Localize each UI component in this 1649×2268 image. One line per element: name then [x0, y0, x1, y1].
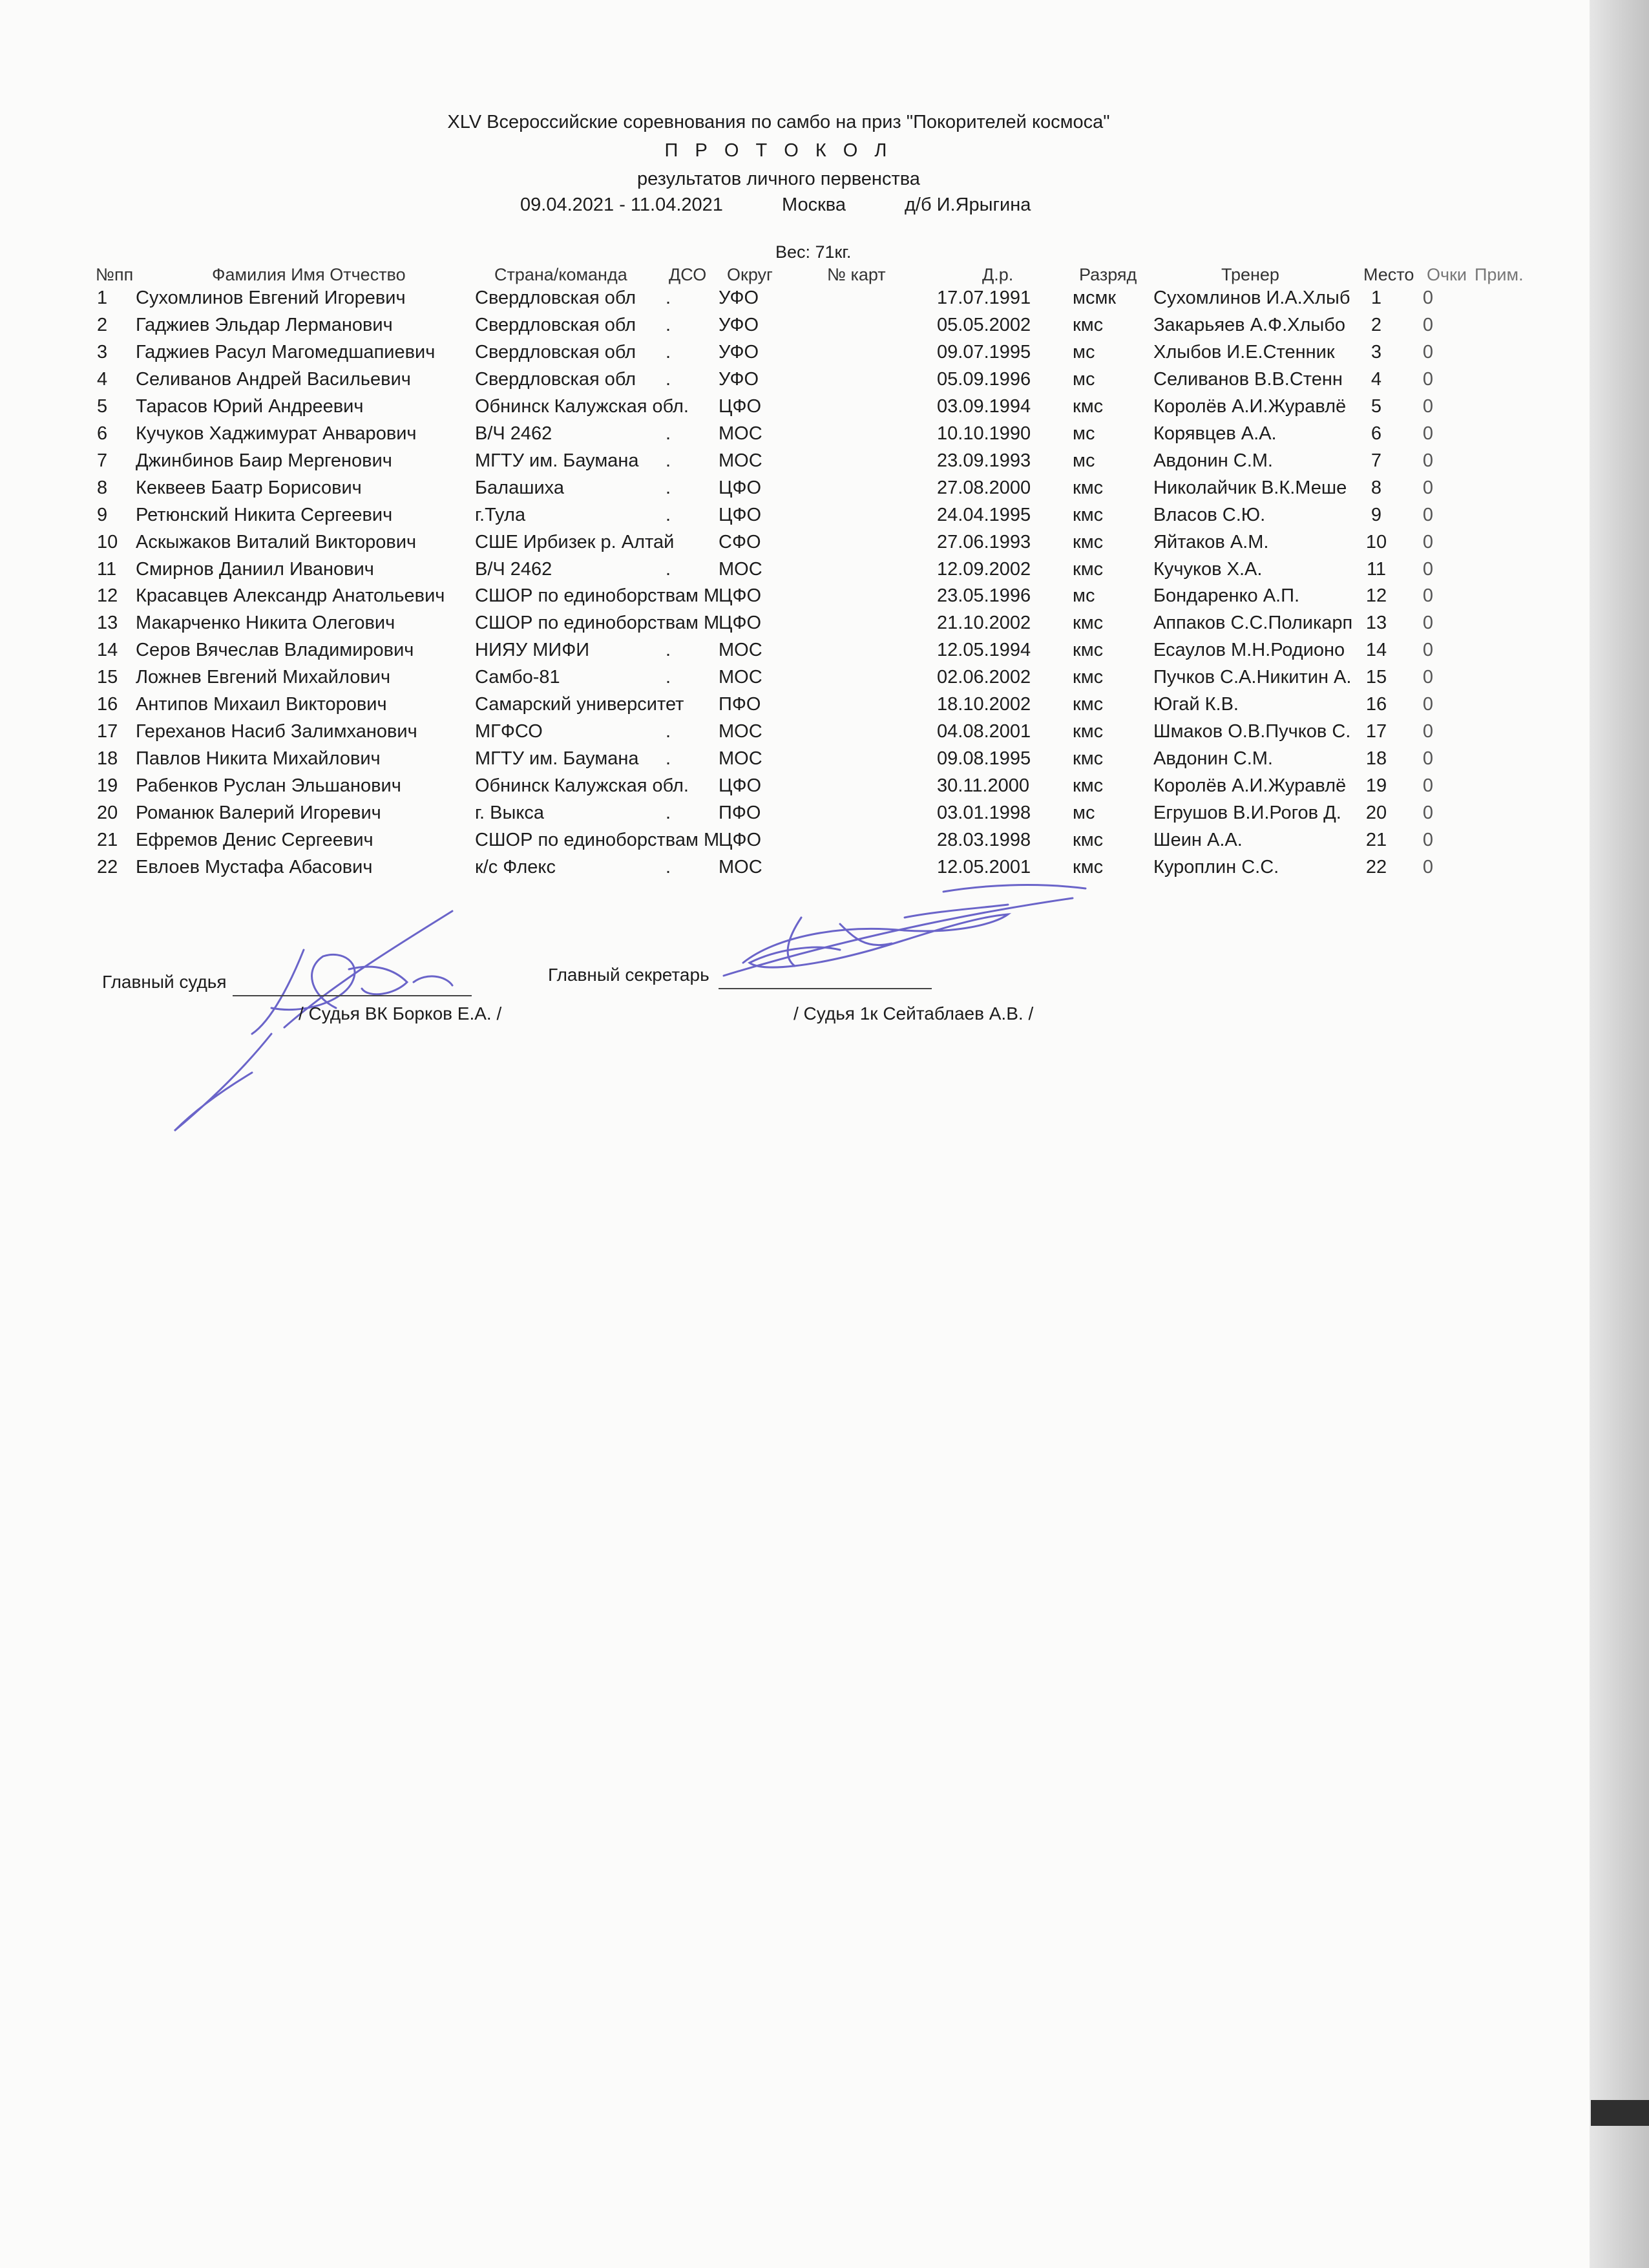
athlete-name: Евлоев Мустафа Абасович — [136, 856, 373, 877]
chief-secretary-signature-line — [719, 988, 932, 989]
athlete-place: 18 — [1365, 748, 1387, 770]
athlete-coach: Аппаков С.С.Поликарп — [1153, 613, 1353, 634]
athlete-name: Смирнов Даниил Иванович — [136, 558, 374, 580]
athlete-rank: кмс — [1073, 856, 1104, 877]
athlete-rank: кмс — [1073, 748, 1104, 770]
athlete-dob: 09.07.1995 — [937, 341, 1031, 362]
athlete-rank: кмс — [1073, 504, 1104, 525]
chief-judge-label: Главный судья — [102, 972, 227, 992]
athlete-points: 0 — [1422, 721, 1434, 742]
athlete-coach: Кучуков Х.А. — [1153, 558, 1263, 580]
athlete-points: 0 — [1422, 830, 1434, 850]
athlete-points: 0 — [1422, 504, 1434, 525]
athlete-team: Самбо-81 — [475, 667, 560, 688]
athlete-coach: Бондаренко А.П. — [1153, 585, 1299, 607]
athlete-okrug: ПФО — [719, 803, 761, 824]
athlete-points: 0 — [1422, 314, 1434, 335]
athlete-name: Серов Вячеслав Владимирович — [136, 640, 414, 661]
chief-judge-signature-line — [233, 995, 472, 996]
athlete-place: 17 — [1365, 721, 1387, 742]
athlete-rank: мс — [1073, 585, 1095, 607]
athlete-points: 0 — [1422, 395, 1434, 417]
athlete-name: Джинбинов Баир Мергенович — [136, 450, 392, 471]
athlete-coach: Закарьяев А.Ф.Хлыбо — [1153, 314, 1345, 335]
row-number: 13 — [97, 613, 118, 634]
athlete-dso: . — [666, 856, 671, 877]
athlete-team: МГТУ им. Баумана — [475, 450, 639, 471]
athlete-dso: . — [666, 504, 671, 525]
athlete-name: Тарасов Юрий Андреевич — [136, 395, 364, 417]
athlete-team: МГФСО — [475, 721, 543, 742]
athlete-name: Антипов Михаил Викторович — [136, 694, 387, 715]
athlete-team: В/Ч 2462 — [475, 423, 552, 444]
athlete-coach: Власов С.Ю. — [1153, 504, 1266, 525]
athlete-name: Рабенков Руслан Эльшанович — [136, 775, 401, 797]
row-number: 18 — [97, 748, 118, 770]
athlete-rank: мс — [1073, 368, 1095, 390]
athlete-dso: . — [666, 341, 671, 362]
row-number: 5 — [97, 395, 108, 417]
athlete-okrug: МОС — [719, 423, 762, 444]
athlete-rank: кмс — [1073, 775, 1104, 797]
column-header-okrug: Округ — [727, 265, 773, 284]
athlete-okrug: ЦФО — [719, 504, 762, 525]
athlete-points: 0 — [1422, 856, 1434, 877]
athlete-okrug: УФО — [719, 341, 759, 362]
athlete-team: г.Тула — [475, 504, 526, 525]
athlete-dob: 24.04.1995 — [937, 504, 1031, 525]
athlete-points: 0 — [1422, 667, 1434, 688]
column-header-number: №пп — [96, 265, 134, 284]
athlete-name: Макарченко Никита Олегович — [136, 613, 395, 634]
athlete-coach: Есаулов М.Н.Родионо — [1153, 640, 1345, 661]
row-number: 11 — [97, 558, 117, 580]
athlete-dob: 12.05.2001 — [937, 856, 1031, 877]
athlete-okrug: СФО — [719, 531, 761, 552]
athlete-name: Кеквеев Баатр Борисович — [136, 477, 362, 498]
athlete-team: к/с Флекс — [475, 856, 556, 877]
athlete-team: НИЯУ МИФИ — [475, 640, 590, 661]
athlete-place: 1 — [1371, 288, 1382, 308]
athlete-points: 0 — [1422, 450, 1434, 471]
athlete-points: 0 — [1422, 531, 1434, 552]
athlete-coach: Шмаков О.В.Пучков С. — [1153, 721, 1351, 742]
athlete-okrug: ЦФО — [719, 395, 762, 417]
athlete-place: 2 — [1371, 314, 1382, 335]
row-number: 21 — [97, 830, 118, 850]
athlete-rank: кмс — [1073, 558, 1104, 580]
athlete-rank: кмс — [1073, 531, 1104, 552]
athlete-dob: 12.09.2002 — [937, 558, 1031, 580]
event-city: Москва — [782, 194, 846, 215]
athlete-rank: кмс — [1073, 395, 1104, 417]
athlete-team: Самарский университет — [475, 694, 684, 715]
athlete-okrug: УФО — [719, 314, 759, 335]
athlete-dso: . — [666, 803, 671, 824]
athlete-points: 0 — [1422, 775, 1434, 797]
athlete-coach: Авдонин С.М. — [1153, 450, 1273, 471]
athlete-name: Гаджиев Эльдар Лерманович — [136, 314, 393, 335]
athlete-points: 0 — [1422, 613, 1434, 634]
column-header-points: Очки — [1427, 265, 1467, 284]
athlete-coach: Сухомлинов И.А.Хлыб — [1153, 288, 1350, 308]
athlete-dso: . — [666, 477, 671, 498]
athlete-dob: 05.09.1996 — [937, 368, 1031, 390]
athlete-okrug: МОС — [719, 748, 762, 770]
athlete-rank: мс — [1073, 450, 1095, 471]
athlete-place: 14 — [1365, 640, 1387, 661]
column-header-dso: ДСО — [669, 265, 707, 284]
athlete-name: Аскыжаков Виталий Викторович — [136, 531, 417, 552]
athlete-team: СШЕ Ирбизек р. Алтай — [475, 531, 675, 552]
athlete-coach: Югай К.В. — [1153, 694, 1239, 715]
row-number: 6 — [97, 423, 108, 444]
athlete-dob: 09.08.1995 — [937, 748, 1031, 770]
athlete-okrug: ПФО — [719, 694, 761, 715]
athlete-dso: . — [666, 314, 671, 335]
athlete-place: 22 — [1365, 856, 1387, 877]
athlete-coach: Егрушов В.И.Рогов Д. — [1153, 803, 1341, 824]
athlete-rank: кмс — [1073, 640, 1104, 661]
row-number: 8 — [97, 477, 108, 498]
athlete-okrug: ЦФО — [719, 613, 762, 634]
athlete-dob: 30.11.2000 — [937, 775, 1029, 797]
athlete-team: Балашиха — [475, 477, 564, 498]
athlete-team: МГТУ им. Баумана — [475, 748, 639, 770]
athlete-name: Гереханов Насиб Залимханович — [136, 721, 417, 742]
athlete-points: 0 — [1422, 288, 1434, 308]
athlete-place: 4 — [1371, 368, 1382, 390]
athlete-name: Селиванов Андрей Васильевич — [136, 368, 411, 390]
athlete-coach: Селиванов В.В.Стенн — [1153, 368, 1343, 390]
athlete-coach: Королёв А.И.Журавлё — [1153, 395, 1347, 417]
athlete-place: 8 — [1371, 477, 1382, 498]
athlete-okrug: МОС — [719, 558, 762, 580]
protocol-subtitle: результатов личного первенства — [637, 169, 920, 189]
athlete-place: 15 — [1365, 667, 1387, 688]
athlete-place: 21 — [1365, 830, 1387, 850]
athlete-points: 0 — [1422, 803, 1434, 824]
chief-judge-name: / Судья ВК Борков Е.А. / — [299, 1003, 502, 1024]
athlete-coach: Хлыбов И.Е.Стенник — [1153, 341, 1335, 362]
athlete-points: 0 — [1422, 558, 1434, 580]
athlete-okrug: УФО — [719, 288, 759, 308]
athlete-dob: 10.10.1990 — [937, 423, 1031, 444]
athlete-place: 12 — [1365, 585, 1387, 607]
athlete-team: СШОР по единоборствам М — [475, 830, 720, 850]
athlete-dso: . — [666, 748, 671, 770]
athlete-coach: Куроплин С.С. — [1153, 856, 1279, 877]
athlete-place: 10 — [1365, 531, 1387, 552]
athlete-name: Кучуков Хаджимурат Анварович — [136, 423, 417, 444]
athlete-dso: . — [666, 558, 671, 580]
athlete-rank: мс — [1073, 341, 1095, 362]
athlete-team: Свердловская обл — [475, 314, 636, 335]
athlete-dob: 04.08.2001 — [937, 721, 1031, 742]
column-header-card: № карт — [827, 265, 886, 284]
athlete-points: 0 — [1422, 368, 1434, 390]
athlete-okrug: ЦФО — [719, 585, 762, 607]
athlete-points: 0 — [1422, 341, 1434, 362]
athlete-name: Романюк Валерий Игоревич — [136, 803, 381, 824]
chief-secretary-name: / Судья 1к Сейтаблаев А.В. / — [793, 1003, 1034, 1024]
athlete-dso: . — [666, 423, 671, 444]
row-number: 15 — [97, 667, 118, 688]
event-title: XLV Всероссийские соревнования по самбо на приз "Покорителей космоса" — [447, 112, 1110, 132]
athlete-name: Красавцев Александр Анатольевич — [136, 585, 445, 607]
athlete-team: г. Выкса — [475, 803, 544, 824]
row-number: 1 — [97, 288, 108, 308]
event-dates: 09.04.2021 - 11.04.2021 — [520, 194, 723, 215]
athlete-dob: 23.05.1996 — [937, 585, 1031, 607]
row-number: 14 — [97, 640, 118, 661]
athlete-okrug: МОС — [719, 856, 762, 877]
weight-category: Вес: 71кг. — [775, 242, 852, 262]
event-venue: д/б И.Ярыгина — [905, 194, 1031, 215]
athlete-place: 5 — [1371, 395, 1382, 417]
athlete-dob: 17.07.1991 — [937, 288, 1031, 308]
athlete-dso: . — [666, 450, 671, 471]
athlete-points: 0 — [1422, 585, 1434, 607]
athlete-dob: 12.05.1994 — [937, 640, 1031, 661]
athlete-rank: кмс — [1073, 721, 1104, 742]
athlete-points: 0 — [1422, 694, 1434, 715]
athlete-dob: 03.09.1994 — [937, 395, 1031, 417]
row-number: 4 — [97, 368, 108, 390]
athlete-dso: . — [666, 640, 671, 661]
athlete-dob: 03.01.1998 — [937, 803, 1031, 824]
row-number: 10 — [97, 531, 118, 552]
athlete-coach: Яйтаков А.М. — [1153, 531, 1269, 552]
athlete-place: 9 — [1371, 504, 1382, 525]
athlete-dob: 27.08.2000 — [937, 477, 1031, 498]
athlete-rank: кмс — [1073, 477, 1104, 498]
athlete-place: 19 — [1365, 775, 1387, 797]
athlete-name: Ефремов Денис Сергеевич — [136, 830, 373, 850]
column-header-notes: Прим. — [1475, 265, 1524, 284]
athlete-points: 0 — [1422, 477, 1434, 498]
athlete-team: СШОР по единоборствам М — [475, 613, 720, 634]
athlete-place: 3 — [1371, 341, 1382, 362]
athlete-team: Свердловская обл — [475, 368, 636, 390]
athlete-points: 0 — [1422, 748, 1434, 770]
athlete-rank: мсмк — [1073, 288, 1117, 308]
athlete-rank: кмс — [1073, 613, 1104, 634]
athlete-place: 6 — [1371, 423, 1382, 444]
athlete-coach: Шеин А.А. — [1153, 830, 1243, 850]
row-number: 3 — [97, 341, 108, 362]
athlete-okrug: ЦФО — [719, 477, 762, 498]
athlete-place: 16 — [1365, 694, 1387, 715]
athlete-rank: мс — [1073, 423, 1095, 444]
row-number: 7 — [97, 450, 108, 471]
protocol-title: П Р О Т О К О Л — [664, 140, 893, 161]
athlete-rank: мс — [1073, 803, 1095, 824]
athlete-team: Свердловская обл — [475, 341, 636, 362]
row-number: 2 — [97, 314, 108, 335]
column-header-coach: Тренер — [1221, 265, 1279, 284]
row-number: 9 — [97, 504, 108, 525]
athlete-rank: кмс — [1073, 830, 1104, 850]
column-header-dob: Д.р. — [982, 265, 1014, 284]
athlete-dso: . — [666, 667, 671, 688]
athlete-points: 0 — [1422, 423, 1434, 444]
athlete-name: Гаджиев Расул Магомедшапиевич — [136, 341, 436, 362]
athlete-team: Обнинск Калужская обл. — [475, 775, 689, 797]
scan-edge-mark — [1591, 2100, 1649, 2126]
athlete-okrug: МОС — [719, 450, 762, 471]
athlete-name: Павлов Никита Михайлович — [136, 748, 381, 770]
athlete-dso: . — [666, 721, 671, 742]
column-header-team: Страна/команда — [494, 265, 627, 284]
athlete-okrug: ЦФО — [719, 775, 762, 797]
chief-secretary-label: Главный секретарь — [548, 965, 709, 985]
athlete-dob: 21.10.2002 — [937, 613, 1031, 634]
athlete-coach: Пучков С.А.Никитин А. — [1153, 667, 1352, 688]
row-number: 19 — [97, 775, 118, 797]
chief-secretary-signature — [724, 885, 1086, 976]
athlete-dob: 23.09.1993 — [937, 450, 1031, 471]
athlete-okrug: МОС — [719, 721, 762, 742]
athlete-okrug: УФО — [719, 368, 759, 390]
athlete-okrug: ЦФО — [719, 830, 762, 850]
athlete-okrug: МОС — [719, 640, 762, 661]
athlete-coach: Авдонин С.М. — [1153, 748, 1273, 770]
scan-edge — [1590, 0, 1649, 2268]
athlete-okrug: МОС — [719, 667, 762, 688]
row-number: 12 — [97, 585, 118, 607]
athlete-coach: Корявцев А.А. — [1153, 423, 1277, 444]
athlete-dob: 05.05.2002 — [937, 314, 1031, 335]
row-number: 20 — [97, 803, 118, 824]
athlete-name: Ретюнский Никита Сергеевич — [136, 504, 393, 525]
athlete-place: 13 — [1365, 613, 1387, 634]
column-header-name: Фамилия Имя Отчество — [212, 265, 406, 284]
athlete-coach: Королёв А.И.Журавлё — [1153, 775, 1347, 797]
athlete-points: 0 — [1422, 640, 1434, 661]
row-number: 16 — [97, 694, 118, 715]
athlete-place: 11 — [1366, 558, 1387, 580]
athlete-team: Свердловская обл — [475, 288, 636, 308]
athlete-name: Сухомлинов Евгений Игоревич — [136, 288, 406, 308]
athlete-coach: Николайчик В.К.Меше — [1153, 477, 1347, 498]
column-header-rank: Разряд — [1079, 265, 1137, 284]
athlete-team: Обнинск Калужская обл. — [475, 395, 689, 417]
athlete-place: 20 — [1365, 803, 1387, 824]
row-number: 22 — [97, 856, 118, 877]
athlete-dob: 02.06.2002 — [937, 667, 1031, 688]
athlete-dob: 27.06.1993 — [937, 531, 1031, 552]
athlete-dso: . — [666, 288, 671, 308]
athlete-place: 7 — [1371, 450, 1382, 471]
athlete-dob: 28.03.1998 — [937, 830, 1031, 850]
athlete-rank: кмс — [1073, 314, 1104, 335]
athlete-rank: кмс — [1073, 694, 1104, 715]
athlete-team: В/Ч 2462 — [475, 558, 552, 580]
athlete-name: Ложнев Евгений Михайлович — [136, 667, 391, 688]
athlete-dob: 18.10.2002 — [937, 694, 1031, 715]
athlete-rank: кмс — [1073, 667, 1104, 688]
athlete-dso: . — [666, 368, 671, 390]
athlete-team: СШОР по единоборствам М — [475, 585, 720, 607]
row-number: 17 — [97, 721, 118, 742]
column-header-place: Место — [1363, 265, 1414, 284]
